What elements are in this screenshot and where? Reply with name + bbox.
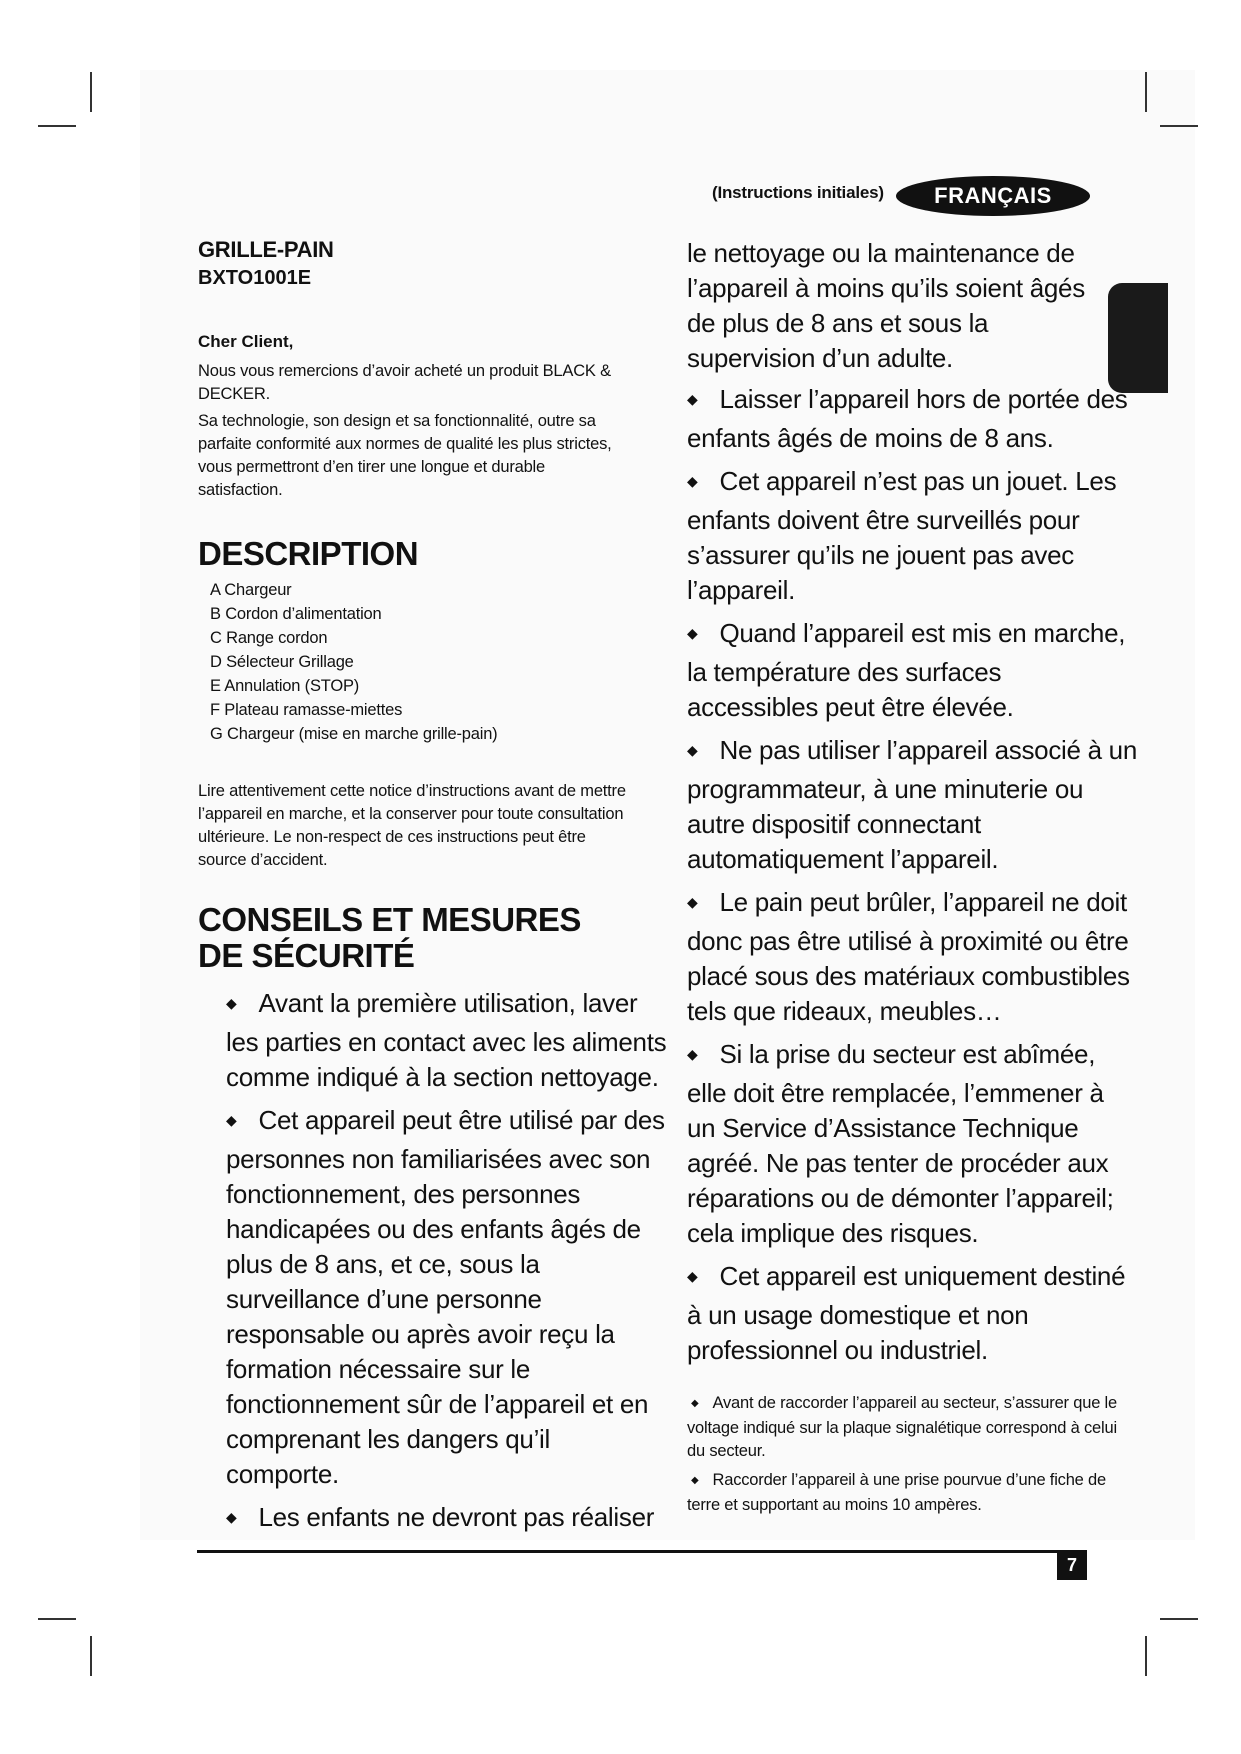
crop-mark: [38, 125, 76, 127]
list-item: F Plateau ramasse-miettes: [210, 701, 403, 719]
electrical-notes: [687, 1392, 1137, 1517]
bullet-icon: ◆: [687, 742, 698, 758]
bullet-text: Cet appareil peut être utilisé par des personnes non familiarisées avec son fonctionnement, des personnes handicapées ou des enfants âgés de plus de 8 ans, et ce, sous la surveillance d’une personne responsable ou après avoir reçu la formation nécessaire sur le fonctionnement sûr de l’appareil et en comprenant les dangers qu’il comporte.: [226, 1105, 665, 1489]
bullet-text: Raccorder l’appareil à une prise pourvue d’une fiche de terre et supportant au moins 10 ampères.: [687, 1471, 1106, 1514]
bullet-text: Si la prise du secteur est abîmée, elle doit être remplacée, l’emmener à un Service d’Assistance Technique agréé. Ne pas tenter de procéder aux réparations ou de démonter l’appareil; cela implique des risques.: [687, 1039, 1114, 1248]
list-item: B Cordon d’alimentation: [210, 605, 382, 623]
intro-paragraph: Sa technologie, son design et sa fonctionnalité, outre sa parfaite conformité aux normes de qualité les plus strictes, vous permettront d’en tirer une longue et durable satisfaction.: [198, 412, 612, 499]
bullet-icon: ◆: [687, 1046, 698, 1062]
safety-title: CONSEILS ET MESURES DE SÉCURITÉ: [198, 901, 581, 974]
bullet-text: Quand l’appareil est mis en marche, la température des surfaces accessibles peut être élevée.: [687, 618, 1126, 722]
continued-text: le nettoyage ou la maintenance de l’appareil à moins qu’ils soient âgés de plus de 8 ans et sous la supervision d’un adulte.: [687, 238, 1085, 373]
list-item: [687, 1469, 1137, 1517]
bullet-text: Laisser l’appareil hors de portée des enfants âgés de moins de 8 ans.: [687, 384, 1128, 453]
list-item: C Range cordon: [210, 629, 328, 647]
bullet-text: Cet appareil n’est pas un jouet. Les enfants doivent être surveillés pour s’assurer qu’ils ne jouent pas avec l’appareil.: [687, 466, 1117, 605]
list-item: [687, 1259, 1137, 1368]
intro-paragraph: Nous vous remercions d’avoir acheté un produit BLACK & DECKER.: [198, 362, 611, 403]
bullet-icon: ◆: [226, 995, 237, 1011]
list-item: [226, 1500, 668, 1539]
crop-mark: [1160, 125, 1198, 127]
list-item: [687, 885, 1137, 1029]
left-column: [198, 236, 668, 1547]
bullet-icon: ◆: [687, 1268, 698, 1284]
page-number: 7: [1057, 1550, 1087, 1580]
bullet-text: Avant la première utilisation, laver les parties en contact avec les aliments comme indiqué à la section nettoyage.: [226, 988, 667, 1092]
bullet-text: Ne pas utiliser l’appareil associé à un programmateur, à une minuterie ou autre dispositif connectant automatiquement l’appareil.: [687, 735, 1137, 874]
list-item: [687, 616, 1137, 725]
right-column: [687, 236, 1137, 1523]
bullet-icon: ◆: [691, 1475, 699, 1486]
list-item: D Sélecteur Grillage: [210, 653, 354, 671]
notice-paragraph: Lire attentivement cette notice d’instructions avant de mettre l’appareil en marche, et la conserver pour toute consultation ultérieure. Le non-respect de ces instructions peut être source d’accident.: [198, 782, 626, 869]
description-title: DESCRIPTION: [198, 535, 419, 572]
list-item: [687, 382, 1137, 456]
list-item: [687, 464, 1137, 608]
header-note: (Instructions initiales): [712, 183, 884, 202]
list-item: [226, 986, 668, 1095]
safety-list-right: [687, 382, 1137, 1368]
crop-mark: [1145, 1636, 1147, 1676]
bullet-icon: ◆: [687, 391, 698, 407]
bullet-icon: ◆: [687, 625, 698, 641]
safety-list-left: [226, 986, 668, 1539]
bullet-icon: ◆: [226, 1509, 237, 1525]
list-item: [687, 733, 1137, 877]
crop-mark: [38, 1618, 76, 1620]
list-item: G Chargeur (mise en marche grille-pain): [210, 725, 498, 743]
list-item: [226, 1103, 668, 1492]
product-name: GRILLE-PAIN: [198, 237, 334, 262]
bullet-text: Cet appareil est uniquement destiné à un usage domestique et non professionnel ou industriel.: [687, 1261, 1126, 1365]
bullet-text: Avant de raccorder l’appareil au secteur, s’assurer que le voltage indiqué sur la plaque signalétique correspond à celui du secteur.: [687, 1394, 1117, 1460]
bullet-text: Les enfants ne devront pas réaliser: [258, 1502, 655, 1532]
footer-rule: [197, 1550, 1087, 1553]
bullet-icon: ◆: [691, 1398, 699, 1409]
crop-mark: [1160, 1618, 1198, 1620]
language-badge: FRANÇAIS: [896, 176, 1090, 216]
model-number: BXTO1001E: [198, 267, 312, 289]
bullet-icon: ◆: [226, 1112, 237, 1128]
bullet-icon: ◆: [687, 894, 698, 910]
list-item: A Chargeur: [210, 581, 292, 599]
bullet-icon: ◆: [687, 473, 698, 489]
crop-mark: [1145, 72, 1147, 112]
list-item: E Annulation (STOP): [210, 677, 360, 695]
crop-mark: [90, 72, 92, 112]
salutation: Cher Client,: [198, 332, 294, 351]
list-item: [687, 1037, 1137, 1251]
bullet-text: Le pain peut brûler, l’appareil ne doit donc pas être utilisé à proximité ou être placé sous des matériaux combustibles tels que rideaux, meubles…: [687, 887, 1130, 1026]
crop-mark: [90, 1636, 92, 1676]
list-item: [687, 1392, 1137, 1463]
parts-list: [210, 578, 668, 746]
